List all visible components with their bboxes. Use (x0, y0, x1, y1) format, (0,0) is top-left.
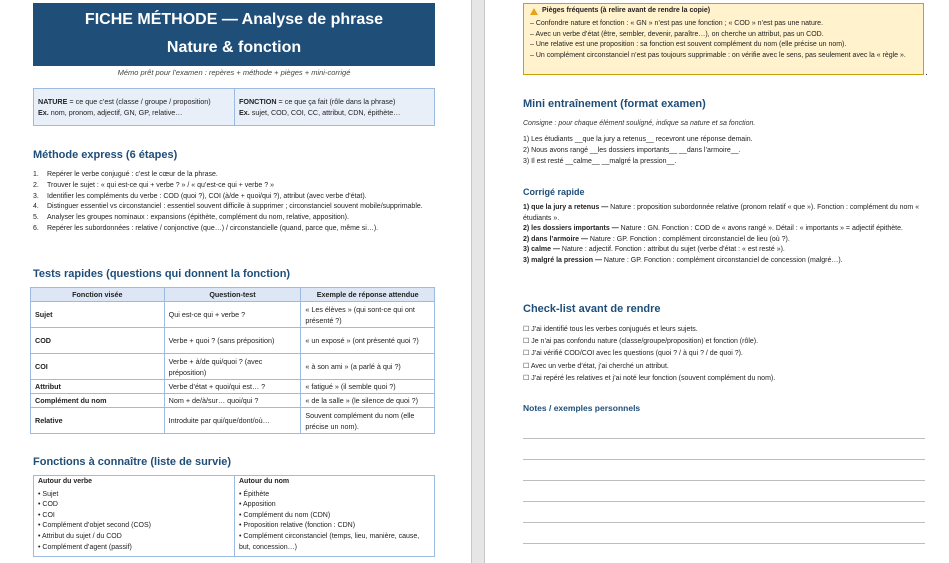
notes-area[interactable] (523, 438, 925, 563)
exercise-heading: Mini entraînement (format examen) (523, 98, 706, 110)
list-item: 3. Identifier les compléments du verbe : COD (quoi ?), COI (à/de + quoi/qui ?), attribut (avec verbe d’état). (33, 192, 367, 200)
exercise-instructions: Consigne : pour chaque élément souligné, indique sa nature et sa fonction. (523, 120, 756, 127)
checklist-heading: Check-list avant de rendre (523, 303, 661, 315)
nature-definition (34, 89, 234, 125)
list-item: – Confondre nature et fonction : « GN » n’est pas une fonction ; « COD » n’est pas une nature. (530, 20, 824, 28)
note-line (523, 459, 925, 460)
pitfalls-heading: Pièges fréquents (à relire avant de rendre la copie) (542, 7, 711, 14)
checklist-item[interactable]: ☐ J’ai repéré les relatives et j’ai noté leur fonction (souvent complément du nom). (523, 374, 776, 382)
checklist-item[interactable]: ☐ J’ai vérifié COD/COI avec les questions (quoi ? / à qui ? / de quoi ?). (523, 350, 743, 358)
memo-subtitle: Mémo prêt pour l’examen : repères + méthode + pièges + mini-corrigé (117, 68, 351, 77)
nature-label: NATURE (38, 97, 68, 106)
table-header-row (31, 288, 435, 302)
title-banner (33, 3, 435, 66)
list-item: • COI (38, 511, 55, 519)
table-cell: Attribut (31, 380, 165, 394)
list-item: • COD (38, 501, 58, 509)
warning-icon (530, 8, 538, 15)
list-item: 4. Distinguer essentiel vs circonstanciel : essentiel souvent difficile à supprimer ; circonstanciel souvent mobile/supprimable. (33, 203, 423, 211)
list-item: – Un complément circonstanciel n’est pas toujours supprimable : on vérifie avec le sens, pas seulement avec la « règle ». (530, 51, 906, 59)
pitfalls-header (530, 6, 917, 16)
list-item: – Une relative est une proposition : sa fonction est souvent complément du nom (elle précise un nom). (530, 41, 847, 49)
column-header: Exemple de réponse attendue (301, 288, 435, 302)
fonction-definition (234, 89, 434, 125)
list-item: • Complément d’agent (passif) (38, 543, 132, 551)
list-item: 1. Repérer le verbe conjugué : c’est le cœur de la phrase. (33, 171, 218, 178)
fonction-ex-label: Ex. (239, 108, 250, 117)
table-cell: Verbe d’état + quoi/qui est… ? (164, 380, 301, 394)
checklist-item[interactable]: ☐ Je n’ai pas confondu nature (classe/groupe/proposition) et fonction (rôle). (523, 338, 759, 346)
table-cell: Qui est-ce qui + verbe ? (164, 302, 301, 328)
fonction-ex-text: sujet, COD, COI, CC, attribut, CDN, épithète… (249, 108, 401, 117)
table-cell: « à son ami » (a parlé à qui ?) (301, 354, 435, 380)
list-item: 2) les dossiers importants — Nature : GN. Fonction : COD de « avons rangé ». Détail : « importants » = adjectif épithète. (523, 225, 903, 232)
list-item: • Épithète (239, 490, 270, 498)
note-line (523, 480, 925, 481)
stray-dot (926, 74, 927, 75)
tests-table (30, 287, 435, 434)
note-line (523, 522, 925, 523)
list-item: 1) Les étudiants __que la jury a retenus__ recevront une réponse demain. (523, 136, 753, 143)
list-item: 2) dans l’armoire — Nature : GP. Fonction : complément circonstanciel de lieu (où ?). (523, 235, 790, 243)
table-cell: Complément du nom (31, 394, 165, 408)
table-cell: « fatigué » (il semble quoi ?) (301, 380, 435, 394)
table-row (31, 394, 435, 408)
list-item: • Complément d’objet second (COS) (38, 522, 151, 530)
nature-ex-text: nom, pronom, adjectif, GN, GP, relative… (48, 108, 183, 117)
note-line (523, 438, 925, 439)
fonction-text: = ce que ça fait (rôle dans la phrase) (276, 97, 396, 106)
list-item: 6. Repérer les subordonnées : relative / conjonctive (que…) / circonstancielle (quand, parce que, même si…). (33, 224, 379, 232)
verb-functions-heading: Autour du verbe (38, 478, 93, 485)
nature-text: = ce que c’est (classe / groupe / proposition) (67, 97, 211, 106)
correction-heading: Corrigé rapide (523, 187, 585, 197)
list-item: 3) calme — Nature : adjectif. Fonction : attribut du sujet (verbe d’état : « est resté »). (523, 246, 785, 253)
list-item: 2) Nous avons rangé __les dossiers importants__ __dans l’armoire__. (523, 146, 741, 154)
column-header: Fonction visée (31, 288, 165, 302)
table-cell: Souvent complément du nom (elle précise un nom). (301, 408, 435, 434)
table-row (31, 354, 435, 380)
verb-functions-column (34, 476, 234, 556)
table-row (31, 380, 435, 394)
table-cell: « un exposé » (ont présenté quoi ?) (301, 328, 435, 354)
list-item: • Complément circonstanciel (temps, lieu, manière, cause, but, concession…) (239, 532, 420, 551)
survival-box (33, 475, 435, 557)
notes-heading: Notes / exemples personnels (523, 403, 641, 413)
table-row (31, 328, 435, 354)
document-page-left (0, 0, 472, 563)
list-item: • Sujet (38, 490, 59, 498)
column-header: Question-test (164, 288, 301, 302)
list-item: • Proposition relative (fonction : CDN) (239, 522, 356, 530)
table-cell: Introduite par qui/que/dont/où… (164, 408, 301, 434)
table-cell: COI (31, 354, 165, 380)
noun-functions-column (234, 476, 434, 556)
nature-ex-label: Ex. (38, 108, 49, 117)
list-item: 5. Analyser les groupes nominaux : expansions (épithète, complément du nom, relative, apposition). (33, 214, 349, 222)
list-item: – Avec un verbe d’état (être, sembler, devenir, paraître…), on cherche un attribut, pas un COD. (530, 30, 824, 38)
list-item: 2. Trouver le sujet : « qui est-ce qui + verbe ? » / « qu’est-ce qui + verbe ? » (33, 181, 274, 189)
table-cell: Verbe + à/de qui/quoi ? (avec préposition) (164, 354, 301, 380)
list-item: 3) malgré la pression — Nature : GP. Fonction : complément circonstanciel de concession (malgré…). (523, 256, 843, 264)
note-line (523, 501, 925, 502)
pitfalls-box (523, 3, 924, 75)
table-cell: Relative (31, 408, 165, 434)
note-line (523, 543, 925, 544)
tests-heading: Tests rapides (questions qui donnent la fonction) (33, 268, 291, 280)
fonction-label: FONCTION (239, 97, 277, 106)
checklist-item[interactable]: ☐ Avec un verbe d’état, j’ai cherché un attribut. (523, 362, 669, 370)
survival-heading: Fonctions à connaître (liste de survie) (33, 456, 232, 468)
list-item: • Complément du nom (CDN) (239, 511, 331, 519)
list-item: 1) que la jury a retenus — Nature : proposition subordonnée relative (pronom relatif « que »). Fonction : complément du nom « étudiants ». (523, 204, 920, 222)
noun-functions-heading: Autour du nom (239, 478, 290, 485)
table-cell: « de la salle » (le silence de quoi ?) (301, 394, 435, 408)
table-cell: Sujet (31, 302, 165, 328)
list-item: • Attribut du sujet / du COD (38, 532, 122, 540)
correction-list (523, 203, 928, 266)
list-item: 3) Il est resté __calme__ __malgré la pression__. (523, 157, 677, 165)
definitions-box (33, 88, 435, 126)
method-steps-list (33, 170, 443, 235)
table-cell: COD (31, 328, 165, 354)
table-cell: Nom + de/à/sur… quoi/qui ? (164, 394, 301, 408)
table-cell: « Les élèves » (qui sont-ce qui ont présenté ?) (301, 302, 435, 328)
table-row (31, 408, 435, 434)
table-cell: Verbe + quoi ? (sans préposition) (164, 328, 301, 354)
page-subtitle-title: Nature & fonction (166, 39, 302, 56)
page-title: FICHE MÉTHODE — Analyse de phrase (84, 11, 384, 28)
exercise-list (523, 135, 753, 167)
method-heading: Méthode express (6 étapes) (33, 149, 178, 161)
table-row (31, 302, 435, 328)
checklist (523, 324, 775, 385)
list-item: • Apposition (239, 501, 276, 509)
document-page-right (484, 0, 949, 563)
checklist-item[interactable]: ☐ J’ai identifié tous les verbes conjugués et leurs sujets. (523, 326, 698, 333)
